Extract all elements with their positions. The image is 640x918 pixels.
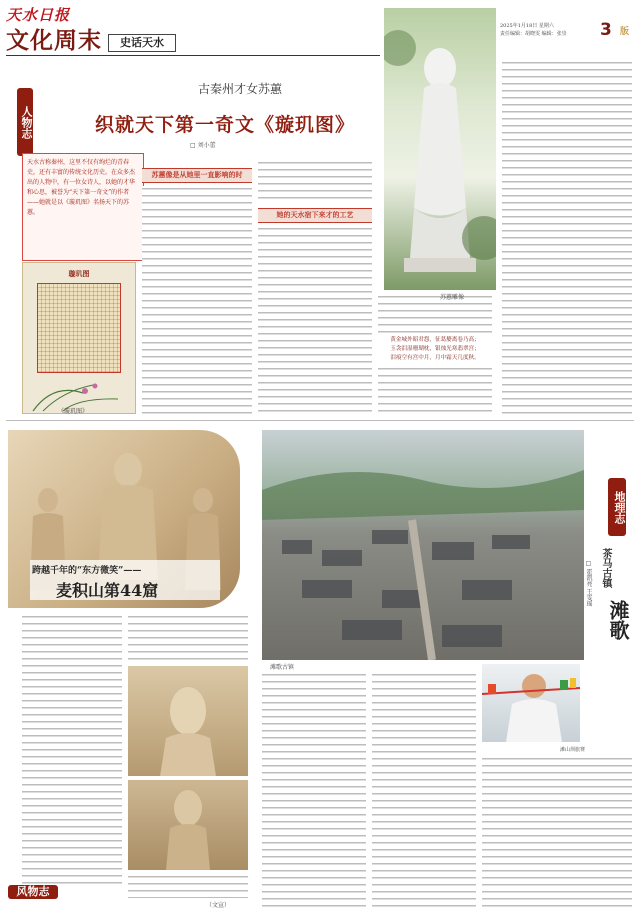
elder-caption: 滩山坝旅赛	[560, 747, 586, 753]
column-label: 史话天水	[108, 34, 176, 52]
article3-body-col3	[482, 756, 632, 908]
article1-poem	[378, 336, 492, 363]
town-rooftops	[262, 430, 584, 660]
article1-subhead-2: 她的天水宿下来才的工艺	[258, 208, 372, 223]
bodhisattva-figure	[128, 780, 248, 870]
page-label: 版	[620, 27, 630, 37]
page-number: 3	[600, 20, 612, 40]
poem-line: 黄金城外昭君怨，征葛嫠离卷乃高；	[390, 337, 480, 343]
badge-figure: 人物志	[17, 88, 33, 156]
article1-byline: □ 刘小蕾	[190, 142, 216, 149]
article2-credit: （文宣）	[206, 902, 231, 909]
issue-date: 2025年1月18日 星期六	[500, 23, 554, 29]
article1-intro: 天水古称秦州，这里不仅有绚烂的青春史，还有丰富的传统文化历史。在众多杰出的人物中，有一位女诗人，以她的才华和心思，被誉为“天下第一奇文”的作者——她就是以《璇玑图》名扬天下的苏蕙。	[22, 153, 144, 261]
town-aerial-photo	[262, 430, 584, 660]
grotto-pretitle: 跨越千年的“东方微笑”——	[32, 566, 142, 576]
article3-body-col1	[262, 672, 366, 908]
suhui-statue-photo	[384, 8, 496, 290]
poem-line: 泪痕空有宫中月，月中霜天几度秋。	[390, 355, 480, 361]
article3-byline: □ 霍凯亮 王雯瑶	[585, 560, 592, 607]
article1-body-col4b	[378, 366, 492, 416]
header-rule	[6, 55, 380, 56]
xuanji-figure	[22, 262, 136, 414]
article2-body-col2	[128, 614, 248, 664]
xuanji-title: 璇玑图	[68, 269, 90, 278]
article1-body-col4a	[378, 294, 492, 334]
article1-body-col3b	[258, 226, 372, 414]
poem-line: 玉衾泪湿珊瑚枕，银烛光寒翡翠宫；	[390, 346, 480, 352]
article3-subtitle: 茶马古镇	[600, 548, 611, 588]
grotto-title: 麦积山第44窟	[56, 581, 159, 600]
xuanji-caption: 《璇玑图》	[58, 408, 89, 415]
article2-body-col2b	[128, 874, 248, 898]
grotto-photo-2	[128, 780, 248, 870]
badge-geography: 地理志	[608, 478, 626, 536]
issue-editors: 责任编辑：胡晓雯 编辑：张崇	[500, 31, 567, 37]
article1-body-col5	[502, 60, 632, 416]
article1-subhead-1: 苏蕙像是从她里一直影响的时	[142, 168, 252, 183]
article2-body-col1	[22, 614, 122, 884]
statue-caption: 苏蕙雕像	[440, 294, 465, 301]
issue-info	[500, 22, 610, 38]
badge-customs: 风物志	[8, 885, 58, 899]
elder-photo	[482, 664, 580, 742]
bodhisattva-head	[128, 666, 248, 776]
article1-body-col2	[142, 186, 252, 414]
statue-illustration	[384, 8, 496, 290]
grotto-photo-1	[128, 666, 248, 776]
section-title: 文化周末	[6, 28, 102, 54]
article1-body-col3a	[258, 160, 372, 204]
article1-title: 织就天下第一奇文《璇玑图》	[94, 114, 355, 136]
elder-with-streamers	[482, 664, 580, 742]
article3-body-col2	[372, 672, 476, 908]
article1-pretitle: 古秦州才女苏蕙	[197, 82, 282, 96]
newspaper-logo: 天水日报	[6, 6, 71, 24]
article3-title: 滩歌	[606, 600, 630, 640]
xuanji-grid	[37, 283, 121, 373]
section-divider	[6, 420, 634, 421]
town-photo-caption: 滩歌古镇	[270, 664, 295, 671]
